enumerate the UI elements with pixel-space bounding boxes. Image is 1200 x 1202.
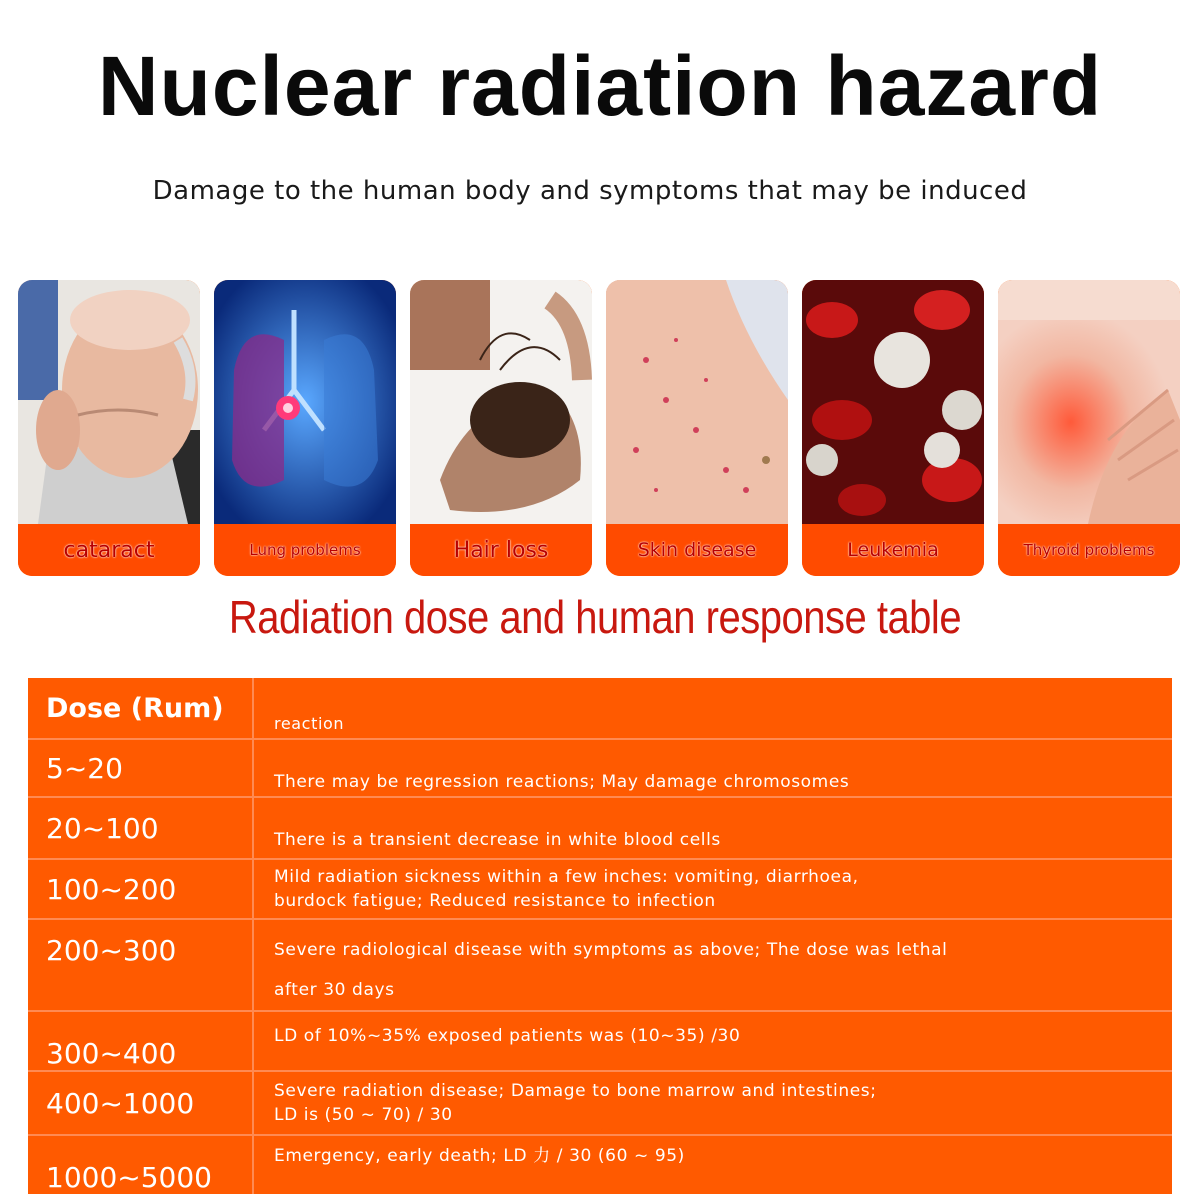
reaction-cell (274, 920, 1154, 1020)
dose-cell: 100~200 (46, 872, 177, 906)
card-label: Skin disease (606, 524, 788, 576)
reaction-line: after 30 days (274, 980, 395, 1000)
card-skin-disease (606, 280, 788, 576)
page-title: Nuclear radiation hazard (97, 39, 1103, 133)
reaction-cell (274, 1072, 1154, 1134)
table-row (28, 920, 1172, 1010)
dose-cell: 1000~5000 (46, 1161, 212, 1194)
dose-cell: 200~300 (46, 934, 177, 967)
reaction-line: Severe radiological disease with symptoms as above; The dose was lethal (274, 940, 948, 960)
reaction-line: burdock fatigue; Reduced resistance to infection (274, 891, 716, 911)
elderly-man-eye-image (18, 280, 200, 524)
dose-response-table (28, 678, 1172, 1194)
table-row (28, 1136, 1172, 1194)
skin-rash-image (606, 280, 788, 524)
table-row (28, 1072, 1172, 1134)
table-title: Radiation dose and human response table (228, 592, 962, 644)
card-label: Leukemia (802, 524, 984, 576)
card-thyroid-problems (998, 280, 1180, 576)
reaction-line: LD is (50 ~ 70) / 30 (274, 1105, 453, 1125)
reaction-header: reaction (274, 714, 345, 733)
table-row (28, 798, 1172, 858)
card-hair-loss (410, 280, 592, 576)
dose-cell: 400~1000 (46, 1086, 195, 1120)
card-label: Thyroid problems (998, 524, 1180, 576)
dose-cell: 300~400 (46, 1037, 177, 1070)
table-row (28, 860, 1172, 918)
card-leukemia (802, 280, 984, 576)
page-subtitle: Damage to the human body and symptoms that may be induced (152, 176, 1028, 206)
dose-header: Dose (Rum) (46, 692, 224, 724)
blood-cells-image (802, 280, 984, 524)
lungs-image (214, 280, 396, 524)
card-label: cataract (18, 524, 200, 576)
hair-in-hand-image (410, 280, 592, 524)
table-row (28, 740, 1172, 796)
card-label: Hair loss (410, 524, 592, 576)
reaction-cell: Emergency, early death; LD 力 / 30 (60 ~ 95) (274, 1146, 685, 1166)
reaction-cell: There is a transient decrease in white blood cells (274, 830, 721, 850)
table-header-row (28, 678, 1172, 738)
card-label: Lung problems (214, 524, 396, 576)
reaction-line: Mild radiation sickness within a few inches: vomiting, diarrhoea, (274, 867, 859, 887)
reaction-cell: LD of 10%~35% exposed patients was (10~35) /30 (274, 1026, 741, 1046)
reaction-line: Severe radiation disease; Damage to bone marrow and intestines; (274, 1081, 877, 1101)
reaction-cell (274, 860, 1154, 918)
card-lung-problems (214, 280, 396, 576)
dose-cell: 5~20 (46, 751, 123, 785)
table-row (28, 1012, 1172, 1070)
dose-cell: 20~100 (46, 811, 159, 845)
throat-image (998, 280, 1180, 524)
card-cataract (18, 280, 200, 576)
reaction-cell: There may be regression reactions; May damage chromosomes (274, 772, 850, 792)
symptom-cards (18, 280, 1182, 576)
